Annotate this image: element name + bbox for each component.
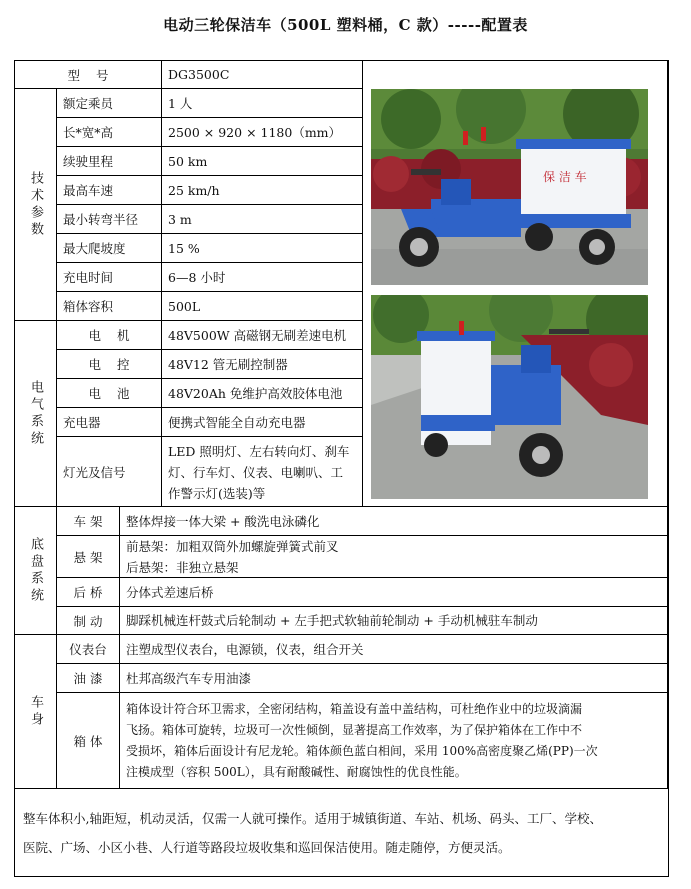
lights-value <box>162 437 363 507</box>
electric-label-2: 电 池 <box>57 379 162 408</box>
lights-line-1: 灯、行车灯、仪表、电喇叭、工 <box>168 464 344 480</box>
body-label-0: 仪表台 <box>57 635 120 664</box>
tech-label-3: 最高车速 <box>57 176 162 205</box>
tech-value-1: 2500 × 920 × 1180（mm） <box>162 118 363 147</box>
chassis-value-0 <box>120 507 668 536</box>
group-electric: 电气系统 <box>15 321 57 507</box>
electric-value-1: 48V12 管无刷控制器 <box>162 350 363 379</box>
chassis-value-2 <box>120 578 668 607</box>
body-value-2 <box>120 693 668 789</box>
chassis-line-3-0: 脚踩机械连杆鼓式后轮制动 + 左手把式软轴前轮制动 + 手动机械驻车制动 <box>126 613 538 628</box>
chassis-line-1-0: 前悬架：加粗双筒外加螺旋弹簧式前叉 <box>126 538 339 554</box>
tech-label-6: 充电时间 <box>57 263 162 292</box>
electric-value-2: 48V20Ah 免维护高效胶体电池 <box>162 379 363 408</box>
body-label-1: 油 漆 <box>57 664 120 693</box>
footer-line-1: 医院、广场、小区小巷、人行道等路段垃圾收集和巡回保洁使用。随走随停，方便灵活。 <box>23 840 511 855</box>
tech-label-0: 额定乘员 <box>57 89 162 118</box>
model-value: DG3500C <box>162 61 363 89</box>
vehicle-photo-side <box>371 89 648 285</box>
body-line-2-3: 注模成型（容积 500L），具有耐酸碱性、耐腐蚀性的优良性能。 <box>126 764 467 779</box>
electric-label-1: 电 控 <box>57 350 162 379</box>
electric-label-3: 充电器 <box>57 408 162 437</box>
config-table <box>14 60 669 877</box>
tech-value-4: 3 m <box>162 205 363 234</box>
tech-value-2: 50 km <box>162 147 363 176</box>
tech-value-0: 1 人 <box>162 89 363 118</box>
chassis-value-3 <box>120 607 668 635</box>
lights-line-0: LED 照明灯、左右转向灯、刹车 <box>168 443 350 459</box>
chassis-line-1-1: 后悬架：非独立悬架 <box>126 559 239 575</box>
electric-value-0: 48V500W 高磁钢无刷差速电机 <box>162 321 363 350</box>
chassis-label-2: 后 桥 <box>57 578 120 607</box>
body-line-2-0: 箱体设计符合环卫需求，全密闭结构，箱盖设有盖中盖结构，可杜绝作业中的垃圾滴漏 <box>126 701 583 716</box>
body-line-0-0: 注塑成型仪表台，电源锁，仪表，组合开关 <box>126 641 364 657</box>
body-label-2: 箱 体 <box>57 693 120 789</box>
tech-value-5: 15 % <box>162 234 363 263</box>
body-line-2-1: 飞扬。箱体可旋转，垃圾可一次性倾倒，显著提高工作效率，为了保护箱体在工作中不 <box>126 722 583 737</box>
tech-label-1: 长*宽*高 <box>57 118 162 147</box>
tech-label-5: 最大爬坡度 <box>57 234 162 263</box>
tech-label-4: 最小转弯半径 <box>57 205 162 234</box>
footer-line-0: 整车体积小,轴距短，机动灵活，仅需一人就可操作。适用于城镇街道、车站、机场、码头、工厂、学校、 <box>23 811 602 826</box>
chassis-line-0-0: 整体焊接一体大梁 + 酸洗电泳磷化 <box>126 513 320 529</box>
bin-label-text: 保 洁 车 <box>543 170 587 184</box>
chassis-value-1 <box>120 536 668 578</box>
tech-value-6: 6—8 小时 <box>162 263 363 292</box>
page-title: 电动三轮保洁车（500L 塑料桶，C 款）-----配置表 <box>163 16 528 34</box>
group-tech: 技术参数 <box>15 89 57 321</box>
chassis-line-2-0: 分体式差速后桥 <box>126 584 214 600</box>
tech-label-2: 续驶里程 <box>57 147 162 176</box>
body-line-1-0: 杜邦高级汽车专用油漆 <box>126 670 252 686</box>
lights-label: 灯光及信号 <box>57 437 162 507</box>
group-chassis: 底盘系统 <box>15 507 57 635</box>
electric-label-0: 电 机 <box>57 321 162 350</box>
tech-label-7: 箱体容积 <box>57 292 162 321</box>
body-value-0 <box>120 635 668 664</box>
electric-value-3: 便携式智能全自动充电器 <box>162 408 363 437</box>
lights-line-2: 作警示灯(选装)等 <box>168 485 266 501</box>
tech-value-7: 500L <box>162 292 363 321</box>
body-value-1 <box>120 664 668 693</box>
chassis-label-0: 车 架 <box>57 507 120 536</box>
vehicle-photo-rear <box>371 295 648 499</box>
chassis-label-3: 制 动 <box>57 607 120 635</box>
group-body: 车身 <box>15 635 57 789</box>
tech-value-3: 25 km/h <box>162 176 363 205</box>
body-line-2-2: 受损坏，箱体后面设计有尼龙轮。箱体颜色蓝白相间，采用 100%高密度聚乙烯(PP)一次 <box>126 743 598 758</box>
chassis-label-1: 悬 架 <box>57 536 120 578</box>
footer-note <box>23 804 663 862</box>
model-label: 型 号 <box>15 61 162 89</box>
